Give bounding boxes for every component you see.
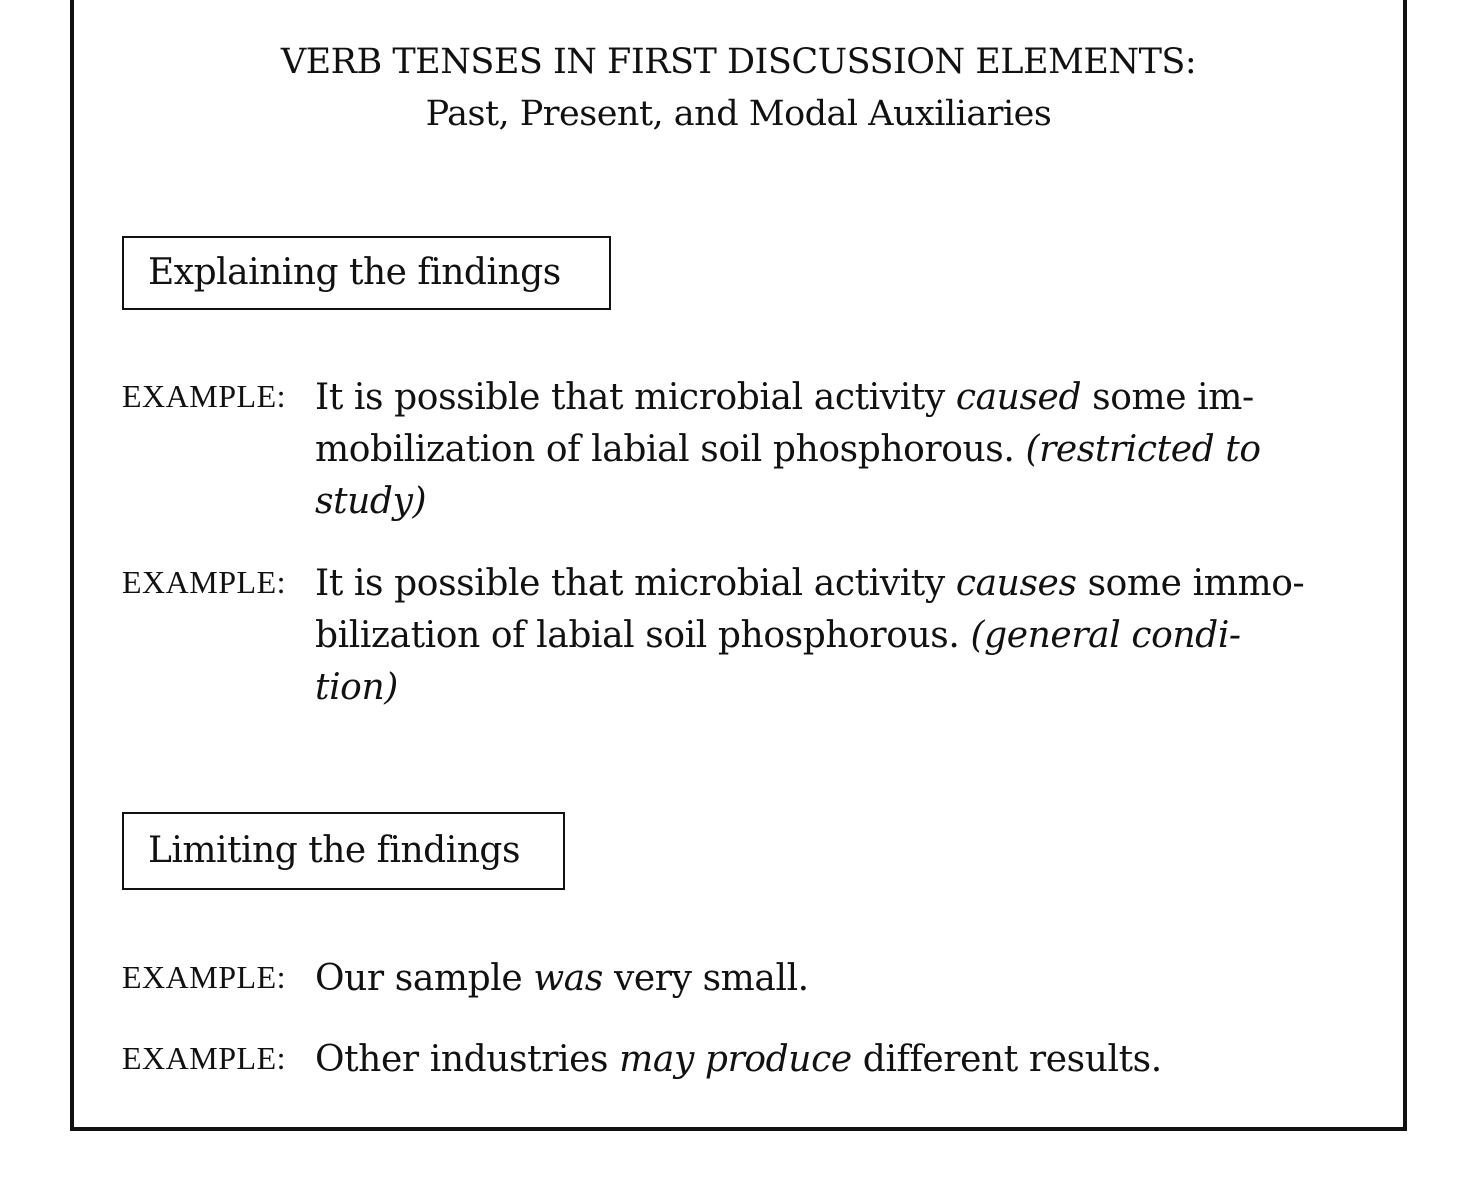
example-line: It is possible that microbial activity caused some im- (315, 377, 1254, 418)
example-line (315, 662, 1365, 714)
section-heading-limiting: Limiting the findings (122, 812, 565, 890)
document-frame (70, 0, 1407, 1131)
example-line: Our sample was very small. (315, 958, 809, 999)
emphasized-note: (restricted to (1025, 429, 1261, 470)
example-line: bilization of labial soil phosphorous. (general condi- (315, 615, 1241, 656)
example-label: EXAMPLE: (122, 378, 286, 414)
emphasized-note: (general condi- (970, 615, 1241, 656)
section-heading-explaining: Explaining the findings (122, 236, 611, 310)
example-text (315, 558, 1365, 714)
emphasized-verb: may produce (619, 1039, 852, 1080)
example-line (315, 476, 1365, 528)
emphasized-note: study) (315, 481, 427, 522)
example-label: EXAMPLE: (122, 959, 286, 995)
example-text (315, 953, 1365, 1005)
example-line: It is possible that microbial activity causes some immo- (315, 563, 1305, 604)
emphasized-verb: caused (955, 377, 1082, 418)
emphasized-verb: causes (955, 563, 1077, 604)
example-text (315, 1034, 1365, 1086)
example-label: EXAMPLE: (122, 564, 286, 600)
emphasized-verb: was (533, 958, 603, 999)
example-label: EXAMPLE: (122, 1040, 286, 1076)
page-subtitle: Past, Present, and Modal Auxiliaries (425, 94, 1052, 134)
page-title: VERB TENSES IN FIRST DISCUSSION ELEMENTS: (280, 42, 1197, 82)
example-line: mobilization of labial soil phosphorous. (restricted to (315, 429, 1261, 470)
emphasized-note: tion) (315, 667, 398, 708)
example-text (315, 372, 1365, 528)
example-line: Other industries may produce different results. (315, 1039, 1162, 1080)
